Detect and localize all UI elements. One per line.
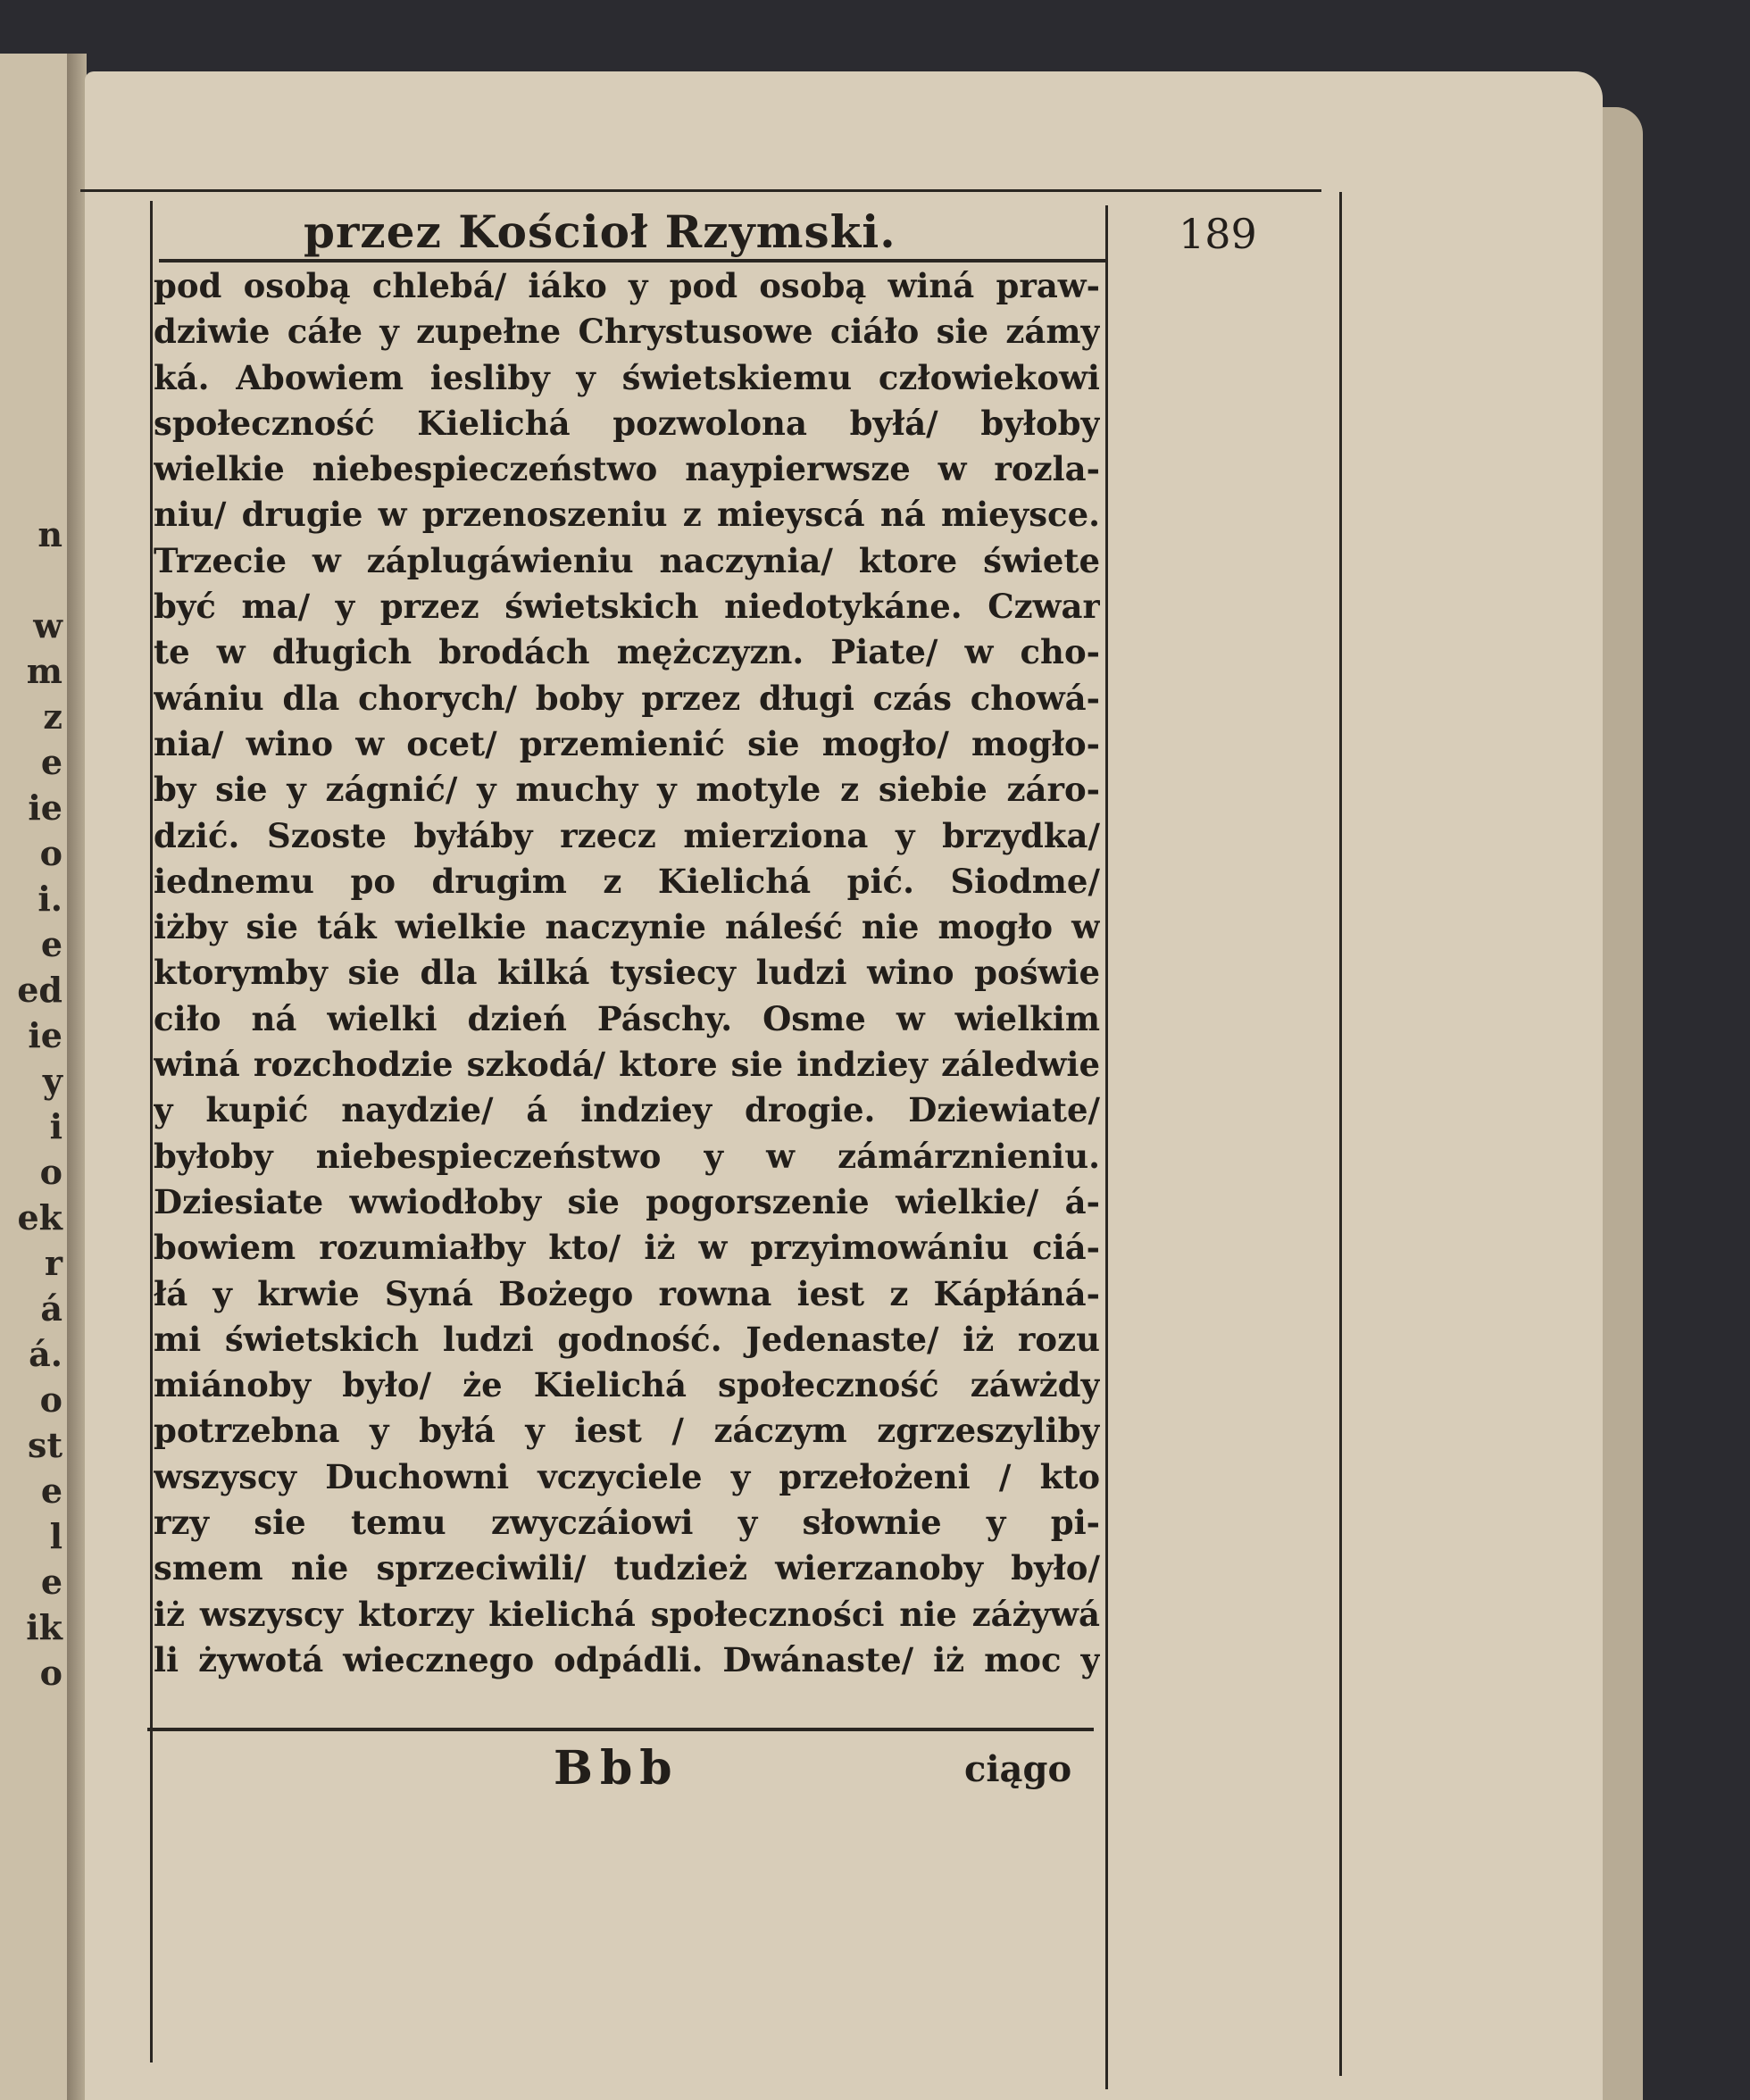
left-page-fragment: n: [38, 514, 62, 554]
text-line: łá y krwie Syná Bożego rowna iest z Kápłáná-: [154, 1273, 1100, 1313]
text-line: bowiem rozumiałby kto/ iż w przyimowániu ciá-: [154, 1228, 1100, 1268]
text-line: wániu dla chorych/ boby przez długi czás chowá-: [154, 678, 1100, 718]
left-page-fragment: l: [49, 1516, 62, 1556]
left-page-fragment: [0, 375, 62, 421]
left-page-fragment: e: [40, 742, 62, 782]
left-page-fragment: [0, 557, 62, 603]
text-line: być ma/ y przez świetskich niedotykáne. Czwar: [154, 587, 1100, 627]
text-line: byłoby niebespieczeństwo y w zámárznieniu.: [154, 1136, 1100, 1176]
left-page-fragment: o: [39, 833, 62, 873]
text-line: smem nie sprzeciwili/ tudzież wierzanoby było/: [154, 1548, 1100, 1588]
footer-rule: [147, 1728, 1094, 1731]
left-frame-rule: [150, 201, 153, 2062]
left-page-fragment: e: [40, 1471, 62, 1511]
left-page-fragment: o: [39, 1152, 62, 1192]
left-page-fragment: i: [49, 1106, 62, 1146]
text-line: pod osobą chlebá/ iáko y pod osobą winá praw-: [154, 266, 1100, 305]
text-line: wszyscy Duchowni vczyciele y przełożeni / kto: [154, 1456, 1100, 1496]
text-line: ciło ná wielki dzień Páschy. Osme w wielkim: [154, 998, 1100, 1038]
header-rule: [159, 259, 1105, 262]
text-line: ká. Abowiem iesliby y świetskiemu człowiekowi: [154, 357, 1100, 397]
signature-mark: Bbb: [554, 1741, 679, 1796]
text-line: społeczność Kielichá pozwolona byłá/ byłoby: [154, 403, 1100, 443]
left-page-fragment: ie: [28, 1015, 62, 1055]
text-line: Trzecie w záplugáwieniu naczynia/ ktore świete: [154, 540, 1100, 580]
left-page-fragment: e: [40, 1562, 62, 1602]
left-page-fragment: ie: [28, 788, 62, 828]
text-line: li żywotá wiecznego odpádli. Dwánaste/ iż moc y: [154, 1639, 1100, 1679]
left-page-fragment: o: [39, 1653, 62, 1693]
text-line: dziwie cáłe y zupełne Chrystusowe ciáło sie zámy: [154, 312, 1100, 352]
left-page-fragment: ik: [26, 1607, 62, 1647]
left-page-fragment: e: [40, 924, 62, 964]
text-line: mi świetskich ludzi godność. Jedenaste/ iż rozu: [154, 1319, 1100, 1359]
left-page: [0, 54, 71, 2100]
left-page-text-fragments: [0, 375, 62, 1696]
body-text: [154, 266, 1100, 1686]
running-head: przez Kościoł Rzymski.: [304, 205, 896, 258]
text-line: ktorymby sie dla kilká tysiecy ludzi wino poświe: [154, 953, 1100, 993]
page-number: 189: [1179, 210, 1257, 258]
left-page-fragment: r: [44, 1243, 62, 1283]
left-page-fragment: m: [26, 651, 62, 691]
text-line: rzy sie temu zwyczáiowi y słownie y pi-: [154, 1503, 1100, 1543]
text-line: iż wszyscy ktorzy kielichá społeczności nie záżywá: [154, 1594, 1100, 1634]
top-rule: [80, 189, 1321, 192]
text-line: iżby sie ták wielkie naczynie náleść nie mogło w: [154, 907, 1100, 947]
text-line: winá rozchodzie szkodá/ ktore sie indziey záledwie: [154, 1045, 1100, 1085]
left-page-fragment: [0, 466, 62, 512]
text-line: iednemu po drugim z Kielichá pić. Siodme/: [154, 861, 1100, 901]
text-line: wielkie niebespieczeństwo naypierwsze w rozla-: [154, 449, 1100, 489]
text-line: y kupić naydzie/ á indziey drogie. Dziewiate/: [154, 1090, 1100, 1130]
left-page-fragment: o: [39, 1379, 62, 1420]
left-page-fragment: ek: [17, 1197, 62, 1238]
text-line: dzić. Szoste byłáby rzecz mierziona y brzydka/: [154, 815, 1100, 855]
left-page-fragment: ed: [17, 970, 62, 1010]
left-page-fragment: w: [33, 605, 62, 646]
text-line: nia/ wino w ocet/ przemienić sie mogło/ mogło-: [154, 723, 1100, 763]
left-page-fragment: á.: [29, 1334, 62, 1374]
left-page-fragment: á: [40, 1288, 62, 1329]
book-gutter: [67, 54, 87, 2100]
text-line: miánoby było/ że Kielichá społeczność záwżdy: [154, 1365, 1100, 1405]
text-line: potrzebna y byłá y iest / záczym zgrzeszyliby: [154, 1411, 1100, 1451]
left-page-fragment: st: [28, 1425, 62, 1465]
text-line: by sie y zágnić/ y muchy y motyle z siebie záro-: [154, 770, 1100, 810]
outer-right-rule: [1339, 192, 1342, 2076]
text-line: niu/ drugie w przenoszeniu z mieyscá ná mieysce.: [154, 495, 1100, 535]
left-page-fragment: z: [43, 696, 62, 737]
text-line: Dziesiate wwiodłoby sie pogorszenie wielkie/ á-: [154, 1181, 1100, 1221]
text-right-rule: [1105, 205, 1108, 2089]
left-page-fragment: [0, 421, 62, 466]
left-page-fragment: y: [42, 1061, 62, 1101]
text-line: te w długich brodách mężczyzn. Piate/ w cho-: [154, 632, 1100, 672]
catchword: ciągo: [964, 1748, 1072, 1790]
left-page-fragment: i.: [38, 879, 62, 919]
